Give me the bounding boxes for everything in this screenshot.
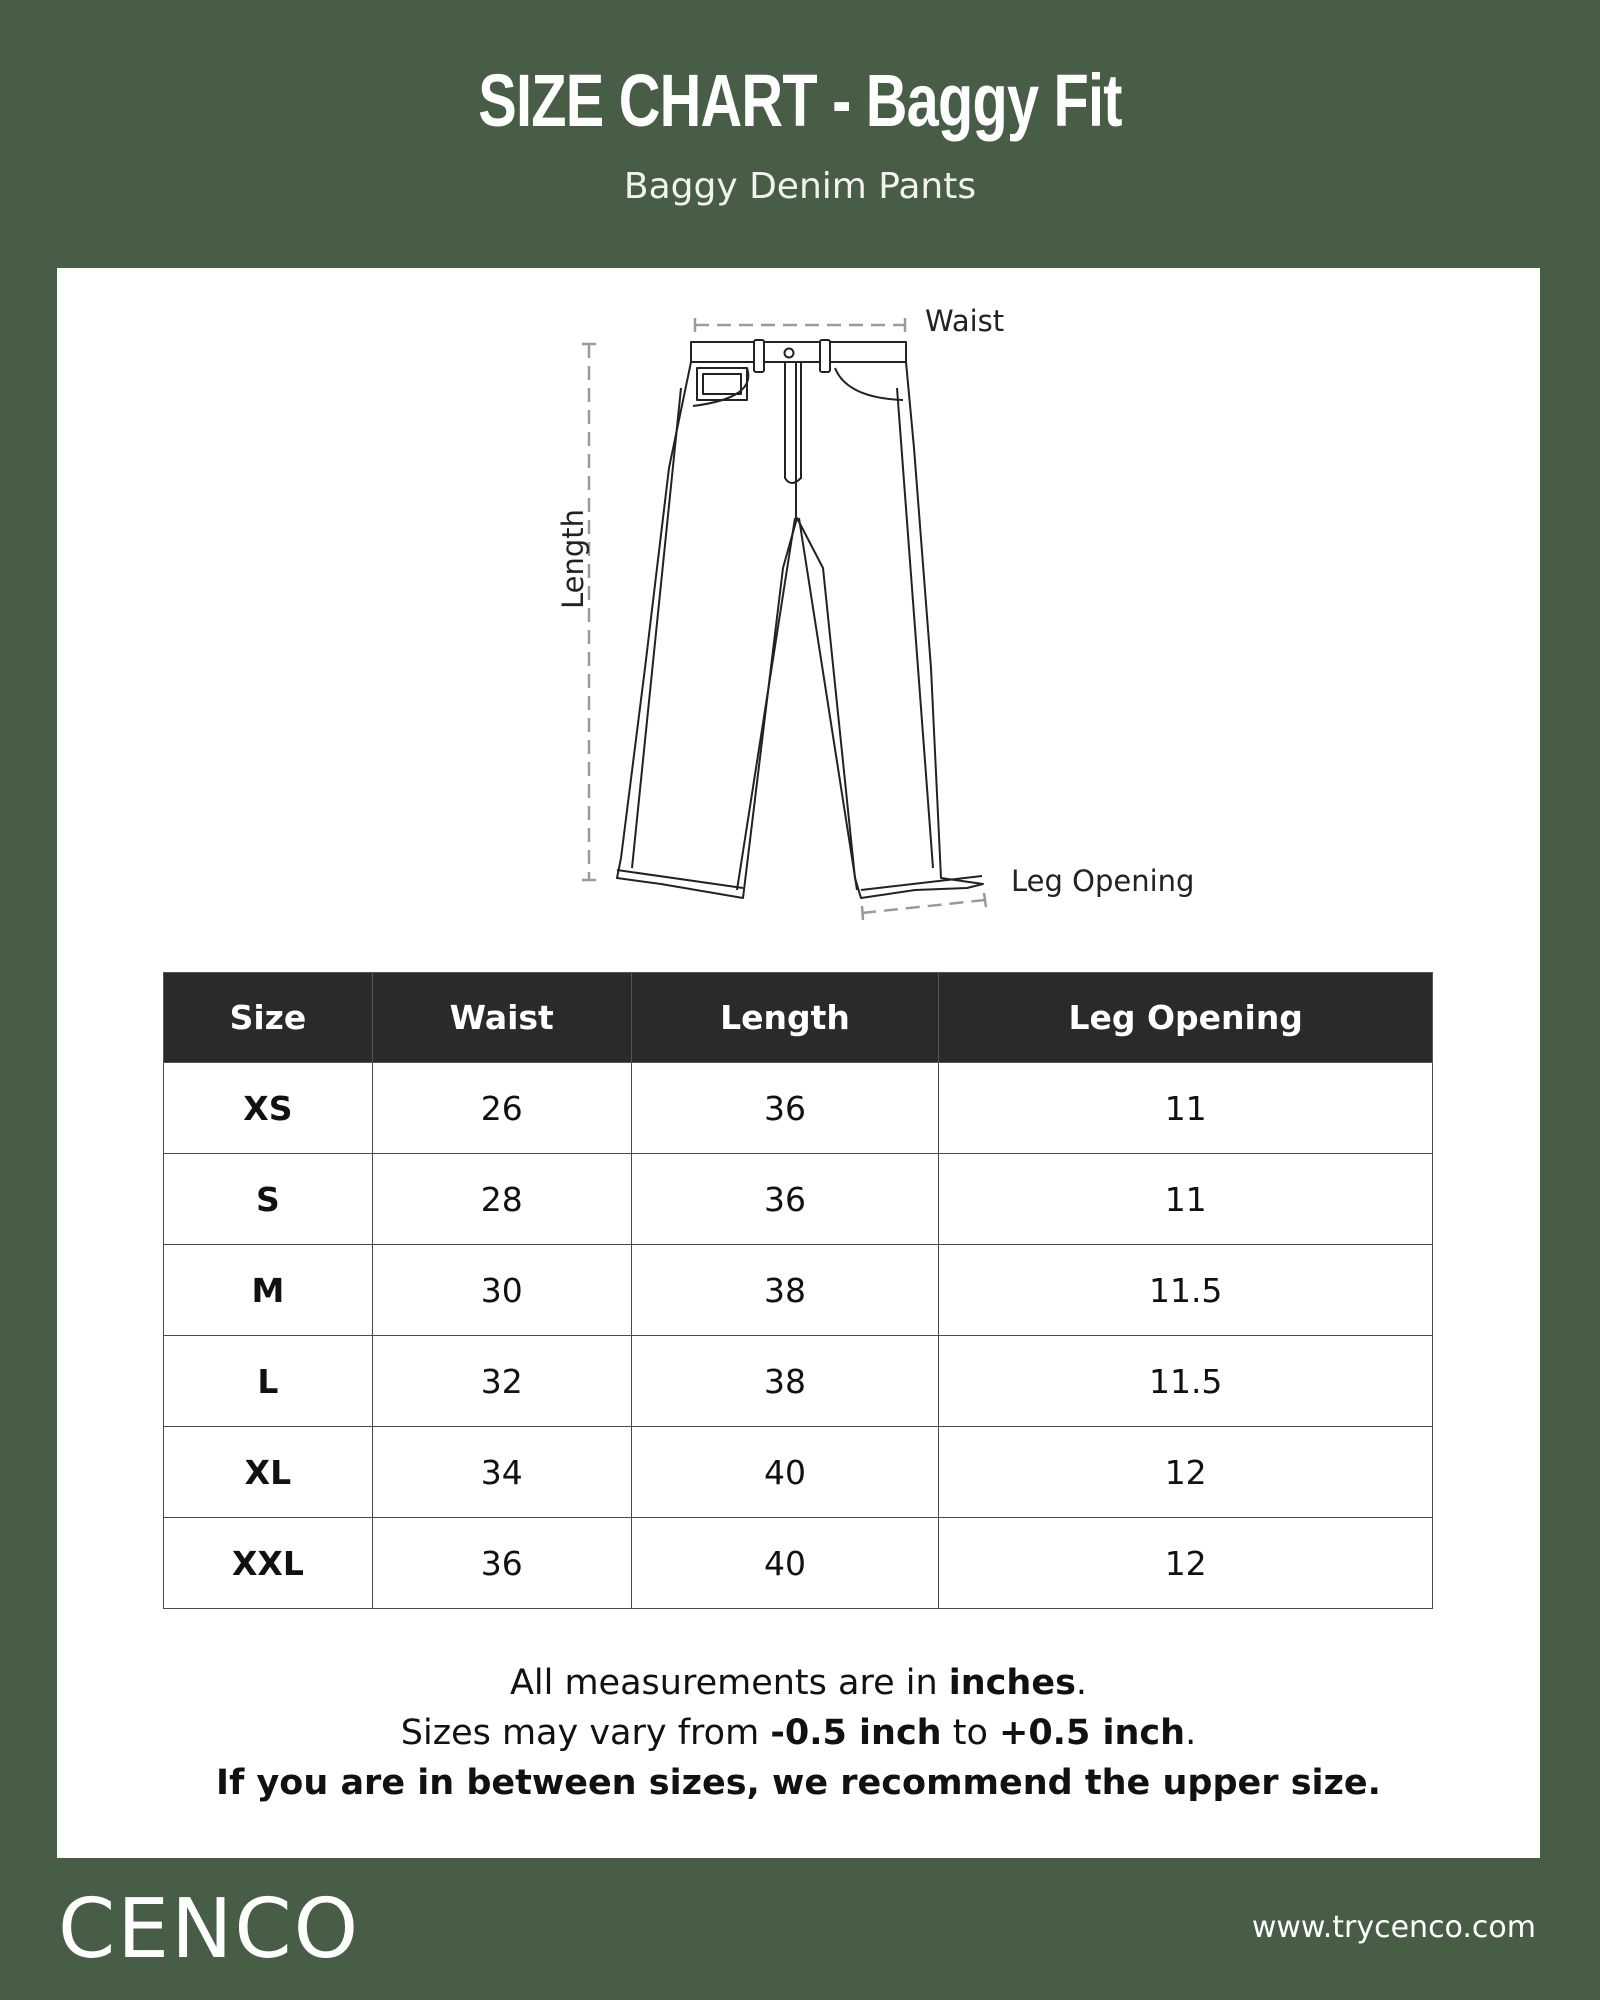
measurement-notes	[57, 1658, 1540, 1808]
table-header-row	[164, 973, 1433, 1063]
size-cell: L	[164, 1336, 373, 1427]
leg-opening-measure-line	[862, 893, 986, 920]
length-measure-line	[582, 344, 596, 880]
leg-opening-label: Leg Opening	[1011, 864, 1195, 898]
length-cell: 40	[631, 1518, 939, 1609]
table-row	[164, 1245, 1433, 1336]
leg-opening-cell: 11.5	[939, 1245, 1433, 1336]
leg-opening-cell: 11.5	[939, 1336, 1433, 1427]
pants-outline	[617, 340, 983, 898]
length-cell: 38	[631, 1245, 939, 1336]
size-cell: S	[164, 1154, 373, 1245]
leg-opening-cell: 12	[939, 1518, 1433, 1609]
pants-illustration	[57, 268, 1540, 948]
header-size: Size	[164, 973, 373, 1063]
table-row	[164, 1336, 1433, 1427]
note-line-variance: Sizes may vary from -0.5 inch to +0.5 inch.	[400, 1713, 1197, 1753]
page-title: SIZE CHART - Baggy Fit	[478, 59, 1122, 142]
length-cell: 36	[631, 1154, 939, 1245]
website-url[interactable]: www.trycenco.com	[1251, 1910, 1536, 1945]
size-chart-panel	[57, 268, 1540, 1858]
page-subtitle: Baggy Denim Pants	[623, 166, 977, 207]
table-row	[164, 1154, 1433, 1245]
size-cell: XXL	[164, 1518, 373, 1609]
header-waist: Waist	[372, 973, 631, 1063]
waist-label: Waist	[925, 304, 1005, 338]
length-cell: 38	[631, 1336, 939, 1427]
brand-logo: CENCO	[58, 1882, 361, 1977]
note-line-recommendation: If you are in between sizes, we recommend the upper size.	[216, 1763, 1381, 1803]
table-row	[164, 1063, 1433, 1154]
waist-cell: 36	[372, 1518, 631, 1609]
waist-cell: 26	[372, 1063, 631, 1154]
size-cell: M	[164, 1245, 373, 1336]
pants-diagram	[57, 268, 1540, 948]
size-cell: XS	[164, 1063, 373, 1154]
waist-cell: 28	[372, 1154, 631, 1245]
waist-measure-line	[695, 318, 905, 332]
size-cell: XL	[164, 1427, 373, 1518]
waist-cell: 34	[372, 1427, 631, 1518]
waist-cell: 32	[372, 1336, 631, 1427]
header-length: Length	[631, 973, 939, 1063]
length-cell: 40	[631, 1427, 939, 1518]
waist-cell: 30	[372, 1245, 631, 1336]
length-cell: 36	[631, 1063, 939, 1154]
table-row	[164, 1518, 1433, 1609]
leg-opening-cell: 12	[939, 1427, 1433, 1518]
leg-opening-cell: 11	[939, 1063, 1433, 1154]
size-table	[163, 972, 1433, 1609]
length-label: Length	[556, 508, 591, 610]
header-leg-opening: Leg Opening	[939, 973, 1433, 1063]
note-line-units: All measurements are in inches.	[509, 1663, 1088, 1703]
leg-opening-cell: 11	[939, 1154, 1433, 1245]
table-row	[164, 1427, 1433, 1518]
